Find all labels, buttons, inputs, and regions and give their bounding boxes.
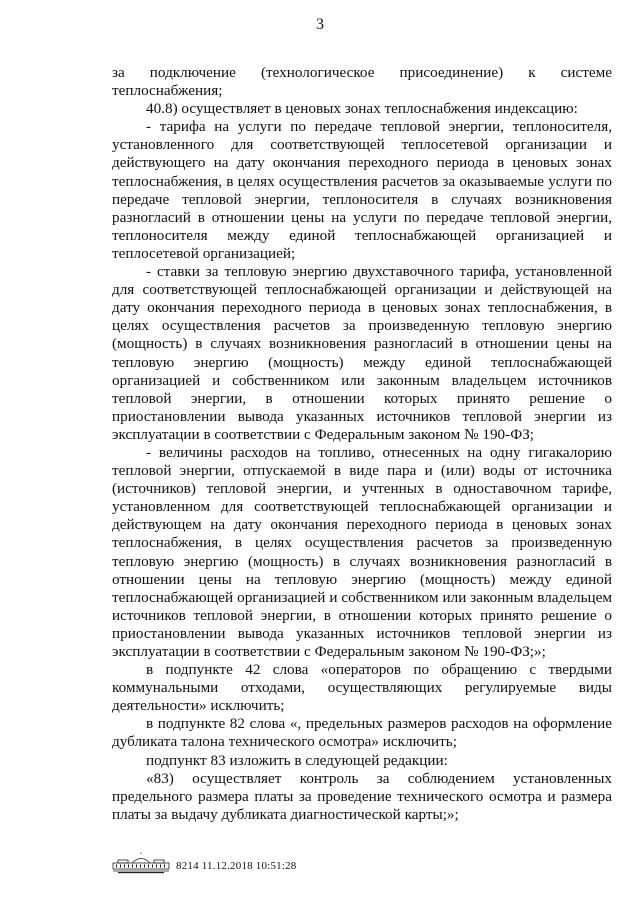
paragraph-fuel-costs: - величины расходов на топливо, отнесенных на одну гигакалорию тепловой энергии, отпускаемой в виде пара и (или) воды от источника (источников) тепловой энергии, и учтенных в одноставочном тарифе, установленном для соответствующей теплоснабжающей организации и действующем на дату окончания переходного периода в ценовых зонах теплоснабжения, в целях осуществления расчетов за произведенную тепловую энергию (мощность) в случаях возникновения разногласий в отношении цены на тепловую энергию (мощность) между единой теплоснабжающей организацией и собственником или законным владельцем источников тепловой энергии, в отношении которых принято решение о приостановлении вывода указанных источников тепловой энергии из эксплуатации в соответствии с Федеральным законом № 190-ФЗ;»; bbox=[112, 443, 612, 660]
document-body bbox=[112, 64, 612, 824]
paragraph-subclause-82: в подпункте 82 слова «, предельных размеров расходов на оформление дубликата талона технического осмотра» исключить; bbox=[112, 715, 612, 751]
footer bbox=[112, 852, 297, 874]
paragraph-subclause-42: в подпункте 42 слова «операторов по обращению с твердыми коммунальными отходами, осуществляющих регулируемые виды деятельности» исключить; bbox=[112, 661, 612, 715]
paragraph-subclause-83-text: «83) осуществляет контроль за соблюдением установленных предельного размера платы за проведение технического осмотра и размера платы за выдачу дубликата диагностической карты;»; bbox=[112, 769, 612, 823]
paragraph-tariff-transfer: - тарифа на услуги по передаче тепловой энергии, теплоносителя, установленного для соответствующей теплосетевой организации и действующего на дату окончания переходного периода в ценовых зонах теплоснабжения, в целях осуществления расчетов за оказываемые услуги по передаче тепловой энергии, теплоносителя в случаях возникновения разногласий в отношении цены на услуги по передаче тепловой энергии, теплоносителя между единой теплоснабжающей организацией и теплосетевой организацией; bbox=[112, 118, 612, 262]
document-stamp: 8214 11.12.2018 10:51:28 bbox=[176, 860, 297, 872]
government-logo-icon bbox=[112, 852, 170, 874]
paragraph-two-rate-tariff: - ставки за тепловую энергию двухставочного тарифа, установленной для соответствующей теплоснабжающей организации и действующей на дату окончания переходного периода в ценовых зонах теплоснабжения, в целях осуществления расчетов за произведенную тепловую энергию (мощность) в случаях возникновения разногласий в отношении цены на тепловую энергию (мощность) между единой теплоснабжающей организацией и собственником или законным владельцем источников тепловой энергии, в отношении которых принято решение о приостановлении вывода указанных источников тепловой энергии из эксплуатации в соответствии с Федеральным законом № 190-ФЗ; bbox=[112, 263, 612, 443]
page-number: 3 bbox=[316, 16, 324, 33]
paragraph-subclause-83-intro: подпункт 83 изложить в следующей редакции: bbox=[146, 751, 448, 769]
paragraph-continuation: за подключение (технологическое присоединение) к системе теплоснабжения; bbox=[112, 64, 612, 100]
paragraph-40-8: 40.8) осуществляет в ценовых зонах теплоснабжения индексацию: bbox=[146, 100, 578, 118]
